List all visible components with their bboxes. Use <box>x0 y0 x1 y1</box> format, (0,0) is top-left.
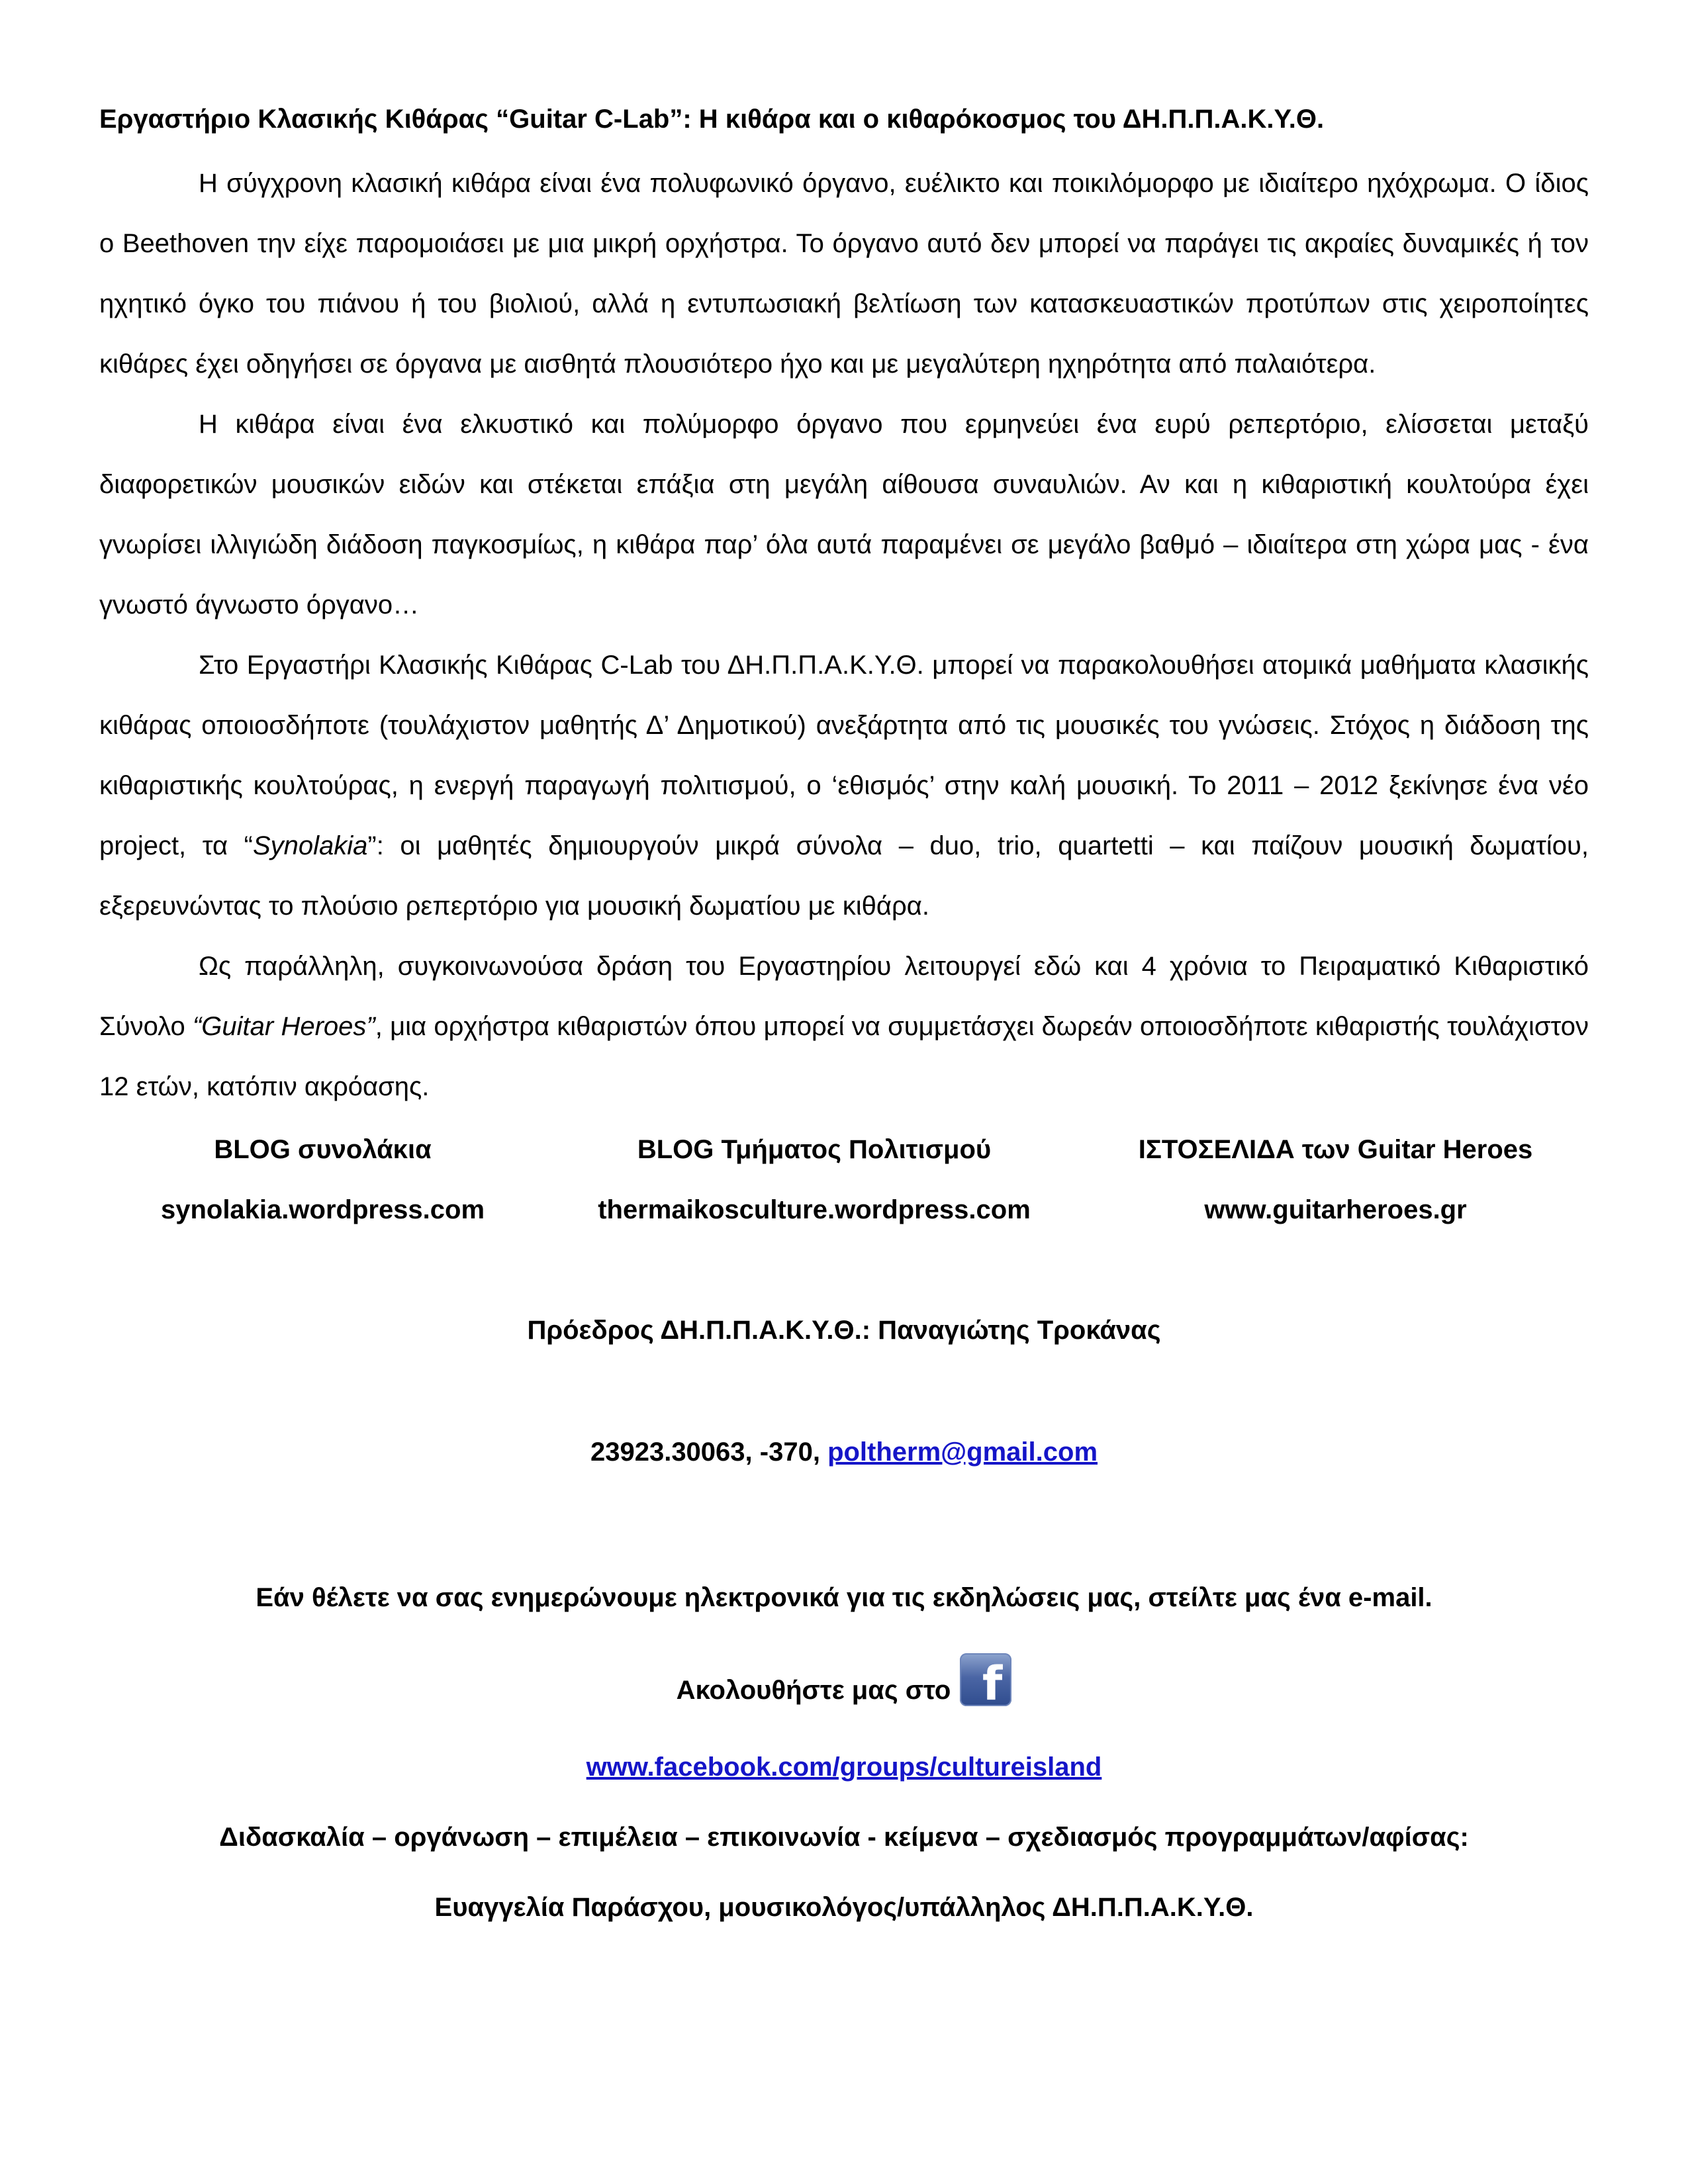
email-link[interactable]: poltherm@gmail.com <box>827 1437 1098 1467</box>
guitar-heroes-site-url: www.guitarheroes.gr <box>1204 1195 1467 1224</box>
newsletter-line: Εάν θέλετε να σας ενημερώνουμε ηλεκτρονικά για τις εκδηλώσεις μας, στείλτε μας ένα e-mail. <box>256 1583 1432 1612</box>
paragraph-versatility: Η κιθάρα είναι ένα ελκυστικό και πολύμορφο όργανο που ερμηνεύει ένα ευρύ ρεπερτόριο, ελίσσεται μεταξύ διαφορετικών μουσικών ειδών και στέκεται επάξια στη μεγάλη αίθουσα συναυλιών. Αν και η κιθαριστική κουλτούρα έχει γνωρίσει ιλλιγιώδη διάδοση παγκοσμίως, η κιθάρα παρ’ όλα αυτά παραμένει σε μεγάλο βαθμό – ιδιαίτερα στη χώρα μας - ένα γνωστό άγνωστο όργανο… <box>99 410 1589 619</box>
document-page <box>99 99 1589 1927</box>
facebook-link-line <box>99 1747 1589 1787</box>
links-label-row <box>99 1120 1589 1180</box>
follow-text: Ακολουθήστε μας στο <box>676 1676 951 1705</box>
guitar-heroes-emphasis: “Guitar Heroes” <box>192 1012 375 1041</box>
blog-culture-url: thermaikosculture.wordpress.com <box>598 1195 1031 1224</box>
credits-roles: Διδασκαλία – οργάνωση – επιμέλεια – επικοινωνία - κείμενα – σχεδιασμός προγραμμάτων/αφίσας: <box>219 1823 1469 1852</box>
paragraph-lessons <box>99 635 1589 936</box>
follow-line <box>99 1657 1589 1717</box>
links-url-row <box>99 1180 1589 1240</box>
synolakia-emphasis: Synolakia <box>252 831 368 860</box>
president-line: Πρόεδρος ΔΗ.Π.Π.Α.Κ.Υ.Θ.: Παναγιώτης Τροκάνας <box>527 1316 1161 1345</box>
contact-line <box>99 1432 1589 1472</box>
blog-culture-label: BLOG Τμήματος Πολιτισμού <box>637 1135 992 1164</box>
facebook-f-glyph: f <box>982 1657 1003 1706</box>
facebook-icon[interactable] <box>960 1653 1011 1706</box>
document-title: Εργαστήριο Κλασικής Κιθάρας “Guitar C-Lab”: Η κιθάρα και ο κιθαρόκοσμος του ΔΗ.Π.Π.Α.Κ.Υ.Θ. <box>99 105 1325 134</box>
paragraph-intro: Η σύγχρονη κλασική κιθάρα είναι ένα πολυφωνικό όργανο, ευέλικτο και ποικιλόμορφο με ιδιαίτερο ηχόχρωμα. Ο ίδιος ο Beethoven την είχε παρομοιάσει με μια μικρή ορχήστρα. Το όργανο αυτό δεν μπορεί να παράγει τις ακραίες δυναμικές ή τον ηχητικό όγκο του πιάνου ή του βιολιού, αλλά η εντυπωσιακή βελτίωση των κατασκευαστικών προτύπων στις χειροποίητες κιθάρες έχει οδηγήσει σε όργανα με αισθητά πλουσιότερο ήχο και με μεγαλύτερη ηχηρότητα από παλαιότερα. <box>99 169 1589 379</box>
guitar-heroes-site-label: ΙΣΤΟΣΕΛΙΔΑ των Guitar Heroes <box>1138 1135 1533 1164</box>
paragraph-heroes-text-b: , μια ορχήστρα κιθαριστών όπου μπορεί να συμμετάσχει δωρεάν οποιοσδήποτε κιθαριστής τουλάχιστον 12 ετών, κατόπιν ακρόασης. <box>99 1012 1589 1101</box>
credits-name: Ευαγγελία Παράσχου, μουσικολόγος/υπάλληλος ΔΗ.Π.Π.Α.Κ.Υ.Θ. <box>434 1893 1254 1922</box>
blog-synolakia-url: synolakia.wordpress.com <box>160 1195 485 1224</box>
paragraph-lessons-text-b: ”: οι μαθητές δημιουργούν μικρά σύνολα – duo, trio, quartetti – και παίζουν μουσική δωματίου, εξερευνώντας το πλούσιο ρεπερτόριο για μουσική δωματίου με κιθάρα. <box>99 831 1589 921</box>
paragraph-guitar-heroes <box>99 936 1589 1117</box>
paragraph-lessons-text-a: Στο Εργαστήρι Κλασικής Κιθάρας C-Lab του ΔΗ.Π.Π.Α.Κ.Υ.Θ. μπορεί να παρακολουθήσει ατομικά μαθήματα κλασικής κιθάρας οποιοσδήποτε (τουλάχιστον μαθητής Δ’ Δημοτικού) ανεξάρτητα από τις μουσικές του γνώσεις. Στόχος η διάδοση της κιθαριστικής κουλτούρας, η ενεργή παραγωγή πολιτισμού, ο ‘εθισμός’ στην καλή μουσική. Το 2011 – 2012 ξεκίνησε ένα νέο project, τα “ <box>99 651 1589 860</box>
facebook-group-link[interactable]: www.facebook.com/groups/cultureisland <box>586 1752 1102 1782</box>
links-table <box>99 1120 1589 1240</box>
blog-synolakia-label: BLOG συνολάκια <box>214 1135 432 1164</box>
phone-numbers: 23923.30063, -370, <box>590 1437 828 1467</box>
paragraph-heroes-text-a: Ως παράλληλη, συγκοινωνούσα δράση του Εργαστηρίου λειτουργεί εδώ και 4 χρόνια το Πειραματικό Κιθαριστικό Σύνολο <box>99 952 1589 1041</box>
